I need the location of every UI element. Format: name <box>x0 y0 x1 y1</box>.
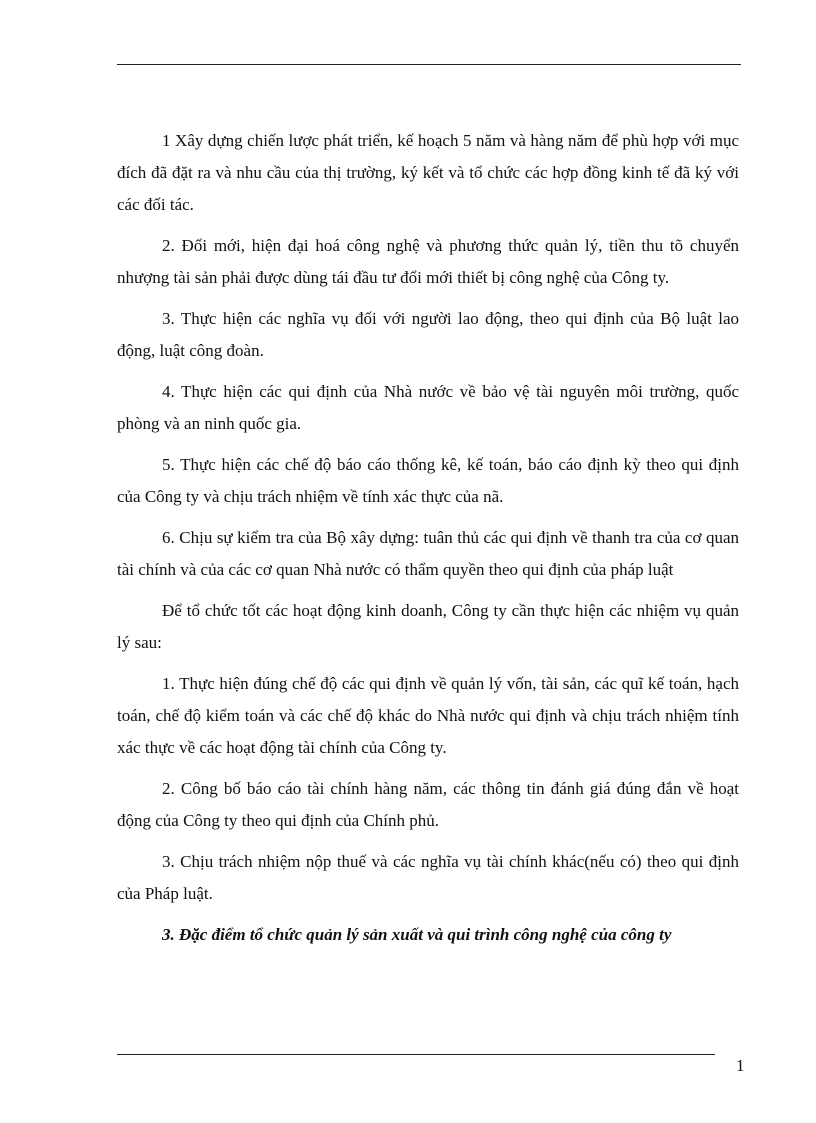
paragraph: Để tổ chức tốt các hoạt động kinh doanh, Công ty cần thực hiện các nhiệm vụ quản lý sau: <box>117 601 739 652</box>
paragraph: 4. Thực hiện các qui định của Nhà nước về bảo vệ tài nguyên môi trường, quốc phòng và an ninh quốc gia. <box>117 382 739 433</box>
paragraph: 3. Thực hiện các nghĩa vụ đối với người lao động, theo qui định của Bộ luật lao động, luật công đoàn. <box>117 309 739 360</box>
footer-rule <box>117 1054 715 1055</box>
paragraph: 2. Đổi mới, hiện đại hoá công nghệ và phương thức quản lý, tiền thu tõ chuyển nhượng tài sản phải được dùng tái đầu tư đổi mới thiết bị công nghệ của Công ty. <box>117 236 739 287</box>
paragraph: 2. Công bố báo cáo tài chính hàng năm, các thông tin đánh giá đúng đắn về hoạt động của Công ty theo qui định của Chính phủ. <box>117 779 739 830</box>
document-body <box>117 125 739 960</box>
section-heading: 3. Đặc điểm tổ chức quản lý sản xuất và qui trình công nghệ của công ty <box>162 925 672 944</box>
paragraph: 1 Xây dựng chiến lược phát triển, kế hoạch 5 năm và hàng năm để phù hợp với mục đích đã đặt ra và nhu cầu của thị trường, ký kết và tổ chức các hợp đồng kinh tế đã ký với các đối tác. <box>117 131 739 214</box>
page-number: 1 <box>736 1056 745 1075</box>
paragraph: 6. Chịu sự kiểm tra của Bộ xây dựng: tuân thủ các qui định về thanh tra của cơ quan tài chính và của các cơ quan Nhà nước có thẩm quyền theo qui định của pháp luật <box>117 528 739 579</box>
paragraph: 5. Thực hiện các chế độ báo cáo thống kê, kế toán, báo cáo định kỳ theo qui định của Công ty và chịu trách nhiệm về tính xác thực của nã. <box>117 455 739 506</box>
paragraph: 3. Chịu trách nhiệm nộp thuế và các nghĩa vụ tài chính khác(nếu có) theo qui định của Pháp luật. <box>117 852 739 903</box>
header-rule <box>117 64 741 65</box>
paragraph: 1. Thực hiện đúng chế độ các qui định về quản lý vốn, tài sản, các quĩ kế toán, hạch toán, chế độ kiểm toán và các chế độ khác do Nhà nước qui định và chịu trách nhiệm tính xác thực về các hoạt động tài chính của Công ty. <box>117 674 739 757</box>
